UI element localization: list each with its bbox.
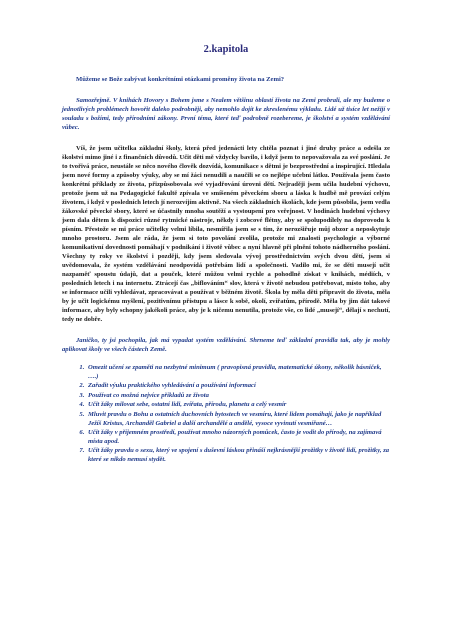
- list-item: 5. Mluvit pravdu o Bohu a ostatních duchovních bytostech ve vesmíru, které lidem pomáhají, jako je například Ježíš Kristus, Archanděl Gabriel a další archandělé a andělé, vysoce vyvinutí vesmířané…: [86, 411, 390, 428]
- list-item: 2. Zařadit výuku praktického vyhledávání a používání informací: [86, 382, 390, 391]
- closing-paragraph: Janičko, ty jsi pochopila, jak má vypadat systém vzdělávání. Shrneme teď základní pravidla tak, aby je mohly aplikovat školy ve všech částech Země.: [62, 337, 390, 353]
- chapter-answer: Samozřejmě. V knihách Hovory s Bohem jsme s Nealem většinu oblastí života na Zemi probrali, ale my budeme o jednotlivých problémech hovořit daleko podrobněji, aby nemohlo dojít ke zkreslenému výkladu. Lidé už tisíce let nežijí v souladu s božími, tedy přírodními zákony. První téma, které teď podrobně rozebereme, je školství a systém vzdělávání vůbec.: [62, 97, 390, 131]
- list-item: 3. Používat co možná nejvíce příkladů ze života: [86, 392, 390, 401]
- body-paragraph: Víš, že jsem učitelka základní školy, která před jedenácti lety chtěla poznat i jiné druhy práce a odešla ze školství mimo jiné i z finančních důvodů. Učit děti mě vždycky bavilo, i když jsem to nepovažovala za své poslání. Je to tvořivá práce, neustále se něco nového člověk dozvídá, komunikace s dětmi je bezprostřední a inspirující. Hledala jsem nové formy a způsoby výuky, aby se mí žáci nenudili a naučili se co nejlépe učební látku. Používala jsem často konkrétní příklady ze života, přizpůsobovala své vyjadřování úrovni dětí. Nejraději jsem učila hudební výchovu, protože jsem už na Pedagogické fakultě zpívala ve smíšeném pěveckém sboru a láska k hudbě mě provází celým životem, i když v posledních letech jí nerozvíjím aktivně. Na všech základních školách, kde jsem působila, jsem vedla žákovské pěvecké sbory, které se účastnily mnoha soutěží a vystoupení pro veřejnost. V hodinách hudební výchovy jsem dala dětem k dispozici různé rytmické nástroje, někdy i zobcové flétny, aby se spolupodílely na doprovodu k písním. Přestože se mi práce učitelky velmi líbila, nesmířila jsem se s tím, že nerozšiřuje můj obzor a neposkytuje mnoho prostoru. Jsem ale ráda, že jsem si toto povolání zvolila, protože mi znalosti psychologie a výborné komunikativní dovednosti pomáhají v podnikání i životě vůbec a nyní hlavně při plnění tohoto nádherného poslání. Všechny ty roky ve školství i později, kdy jsem sledovala vývoj prostřednictvím svých dvou dětí, jsem si uvědomovala, že systém vzdělávání neodpovídá potřebám lidí a společnosti. Vadilo mi, že se děti musejí učit nazpaměť spoustu údajů, dat a pouček, které můžou velmi rychle a pohodlně získat v knihách, médiích, v posledních letech i na internetu. Ztrácejí čas „biflováním“ slov, která v životě nebudou potřebovat, místo toho, aby se informace učili vyhledávat, zpracovávat a používat v běžném životě. Škola by měla děti připravit do života, měla by je učit logickému myšlení, pozitivnímu přístupu a lásce k sobě, okolí, zvířatům, přírodě. Měla by jim dát takové informace, aby byly schopny jakékoli práce, aby je k ničemu nenutila, protože vše, co lidé „musejí“, dělají s nechutí, tedy ne dobře.: [62, 145, 390, 323]
- list-item: 4. Učit žáky milovat sebe, ostatní lidi, zvířata, přírodu, planetu a celý vesmír: [86, 401, 390, 410]
- list-item: 1. Omezit učení se zpaměti na nezbytné minimum ( pravopisná pravidla, matematické úkony, několik básniček, ….): [86, 364, 390, 381]
- list-item: 7. Učit žáky pravdu o sexu, který ve spojení s duševní láskou přináší nejkrásnější prožitky v životě lidí, prožitky, za které se nikdo nemusí stydět.: [86, 447, 390, 464]
- list-item: 6. Učit žáky v příjemném prostředí, používat mnoho názorných pomůcek, často je vodit do přírody, na zajímavá místa apod.: [86, 429, 390, 446]
- chapter-title: 2.kapitola: [203, 44, 249, 55]
- chapter-question: Můžeme se Bože zabývat konkrétními otázkami proměny života na Zemi?: [76, 76, 285, 83]
- rules-list: [62, 364, 390, 465]
